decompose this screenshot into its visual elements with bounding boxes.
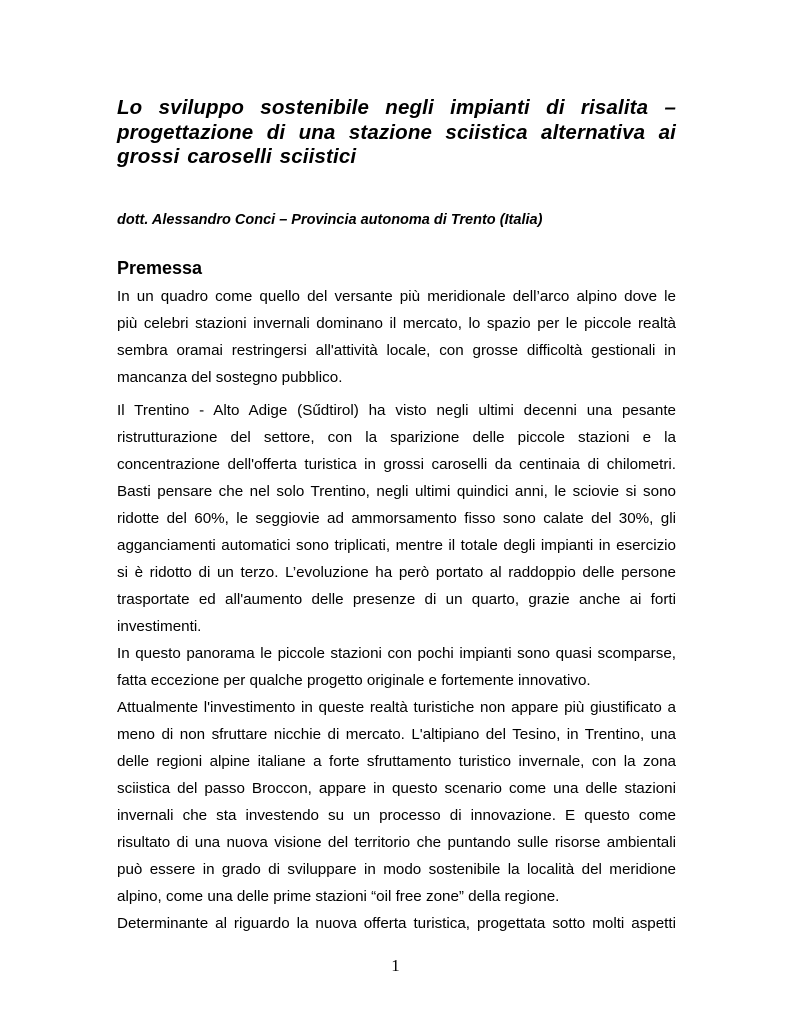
title-line: Lo sviluppo sostenibile negli impianti di risalita – (117, 96, 676, 119)
text-line: sciistica del passo Broccon, appare in questo scenario come una delle stazioni (117, 780, 676, 797)
text-line: In questo panorama le piccole stazioni con pochi impianti sono quasi scomparse, (117, 645, 676, 662)
text-line: meno di non sfruttare nicchie di mercato. L'altipiano del Tesino, in Trentino, una (117, 726, 676, 743)
text-line: ristrutturazione del settore, con la sparizione delle piccole stazioni e la (117, 429, 676, 446)
text-line: investimenti. (117, 618, 202, 635)
text-line: invernali che sta investendo su un processo di innovazione. E questo come (117, 807, 676, 824)
text-line: ridotte del 60%, le seggiovie ad ammorsamento fisso sono calate del 30%, gli (117, 510, 676, 527)
paragraph-2 (117, 397, 676, 640)
text-line: Il Trentino - Alto Adige (Sűdtirol) ha visto negli ultimi decenni una pesante (117, 402, 676, 419)
text-line: concentrazione dell'offerta turistica in grossi caroselli da centinaia di chilometri. (117, 456, 676, 473)
text-line: mancanza del sostegno pubblico. (117, 369, 343, 386)
document-page (117, 96, 676, 932)
text-line: può essere in grado di sviluppare in modo sostenibile la località del meridione (117, 861, 676, 878)
text-line: agganciamenti automatici sono triplicati, mentre il totale degli impianti in esercizio (117, 537, 676, 554)
body-text (117, 283, 676, 937)
section-heading: Premessa (117, 258, 203, 278)
paragraph-1 (117, 283, 676, 391)
text-line: trasportate ed all'aumento delle presenze di un quarto, grazie anche ai forti (117, 591, 676, 608)
text-line: Attualmente l'investimento in queste realtà turistiche non appare più giustificato a (117, 699, 676, 716)
text-line: In un quadro come quello del versante più meridionale dell’arco alpino dove le (117, 288, 676, 305)
text-line: si è ridotto di un terzo. L’evoluzione ha però portato al raddoppio delle persone (117, 564, 676, 581)
text-line: fatta eccezione per qualche progetto originale e fortemente innovativo. (117, 672, 591, 689)
paragraph-5 (117, 910, 676, 937)
text-line: sembra oramai restringersi all'attività locale, con grosse difficoltà gestionali in (117, 342, 676, 359)
text-line: Basti pensare che nel solo Trentino, negli ultimi quindici anni, le sciovie si sono (117, 483, 676, 500)
text-line: risultato di una nuova visione del territorio che puntando sulle risorse ambientali (117, 834, 676, 851)
author-line: dott. Alessandro Conci – Provincia autonoma di Trento (Italia) (117, 212, 543, 228)
text-line: delle regioni alpine italiane a forte sfruttamento turistico invernale, con la zona (117, 753, 676, 770)
document-title (117, 96, 676, 170)
paragraph-4 (117, 694, 676, 910)
paragraph-3 (117, 640, 676, 694)
text-line: alpino, come una delle prime stazioni “oil free zone” della regione. (117, 888, 560, 905)
title-line: grossi caroselli sciistici (117, 145, 357, 168)
text-line: più celebri stazioni invernali dominano il mercato, lo spazio per le piccole realtà (117, 315, 676, 332)
text-line: Determinante al riguardo la nuova offerta turistica, progettata sotto molti aspetti (117, 915, 676, 932)
page-number: 1 (391, 956, 400, 975)
title-line: progettazione di una stazione sciistica alternativa ai (117, 120, 676, 144)
